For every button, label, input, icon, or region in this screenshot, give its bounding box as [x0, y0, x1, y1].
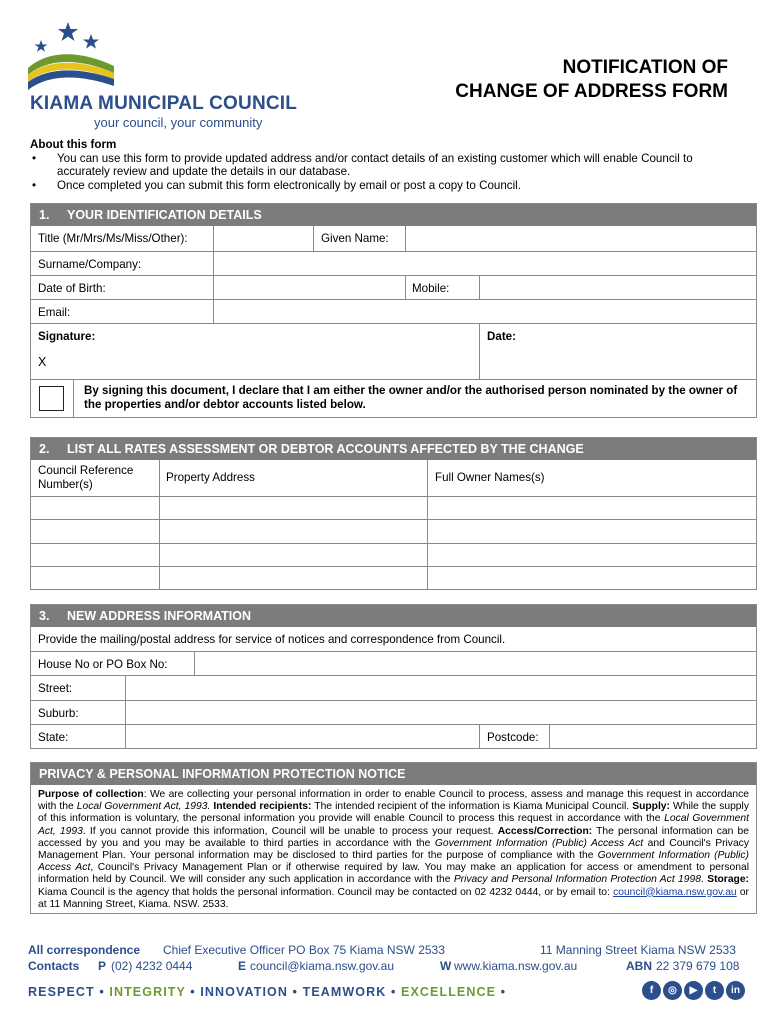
- footer-correspondence-row: [28, 943, 744, 959]
- col-owner-names-cell: [427, 460, 756, 496]
- street-field[interactable]: [125, 676, 756, 700]
- web-label: W: [440, 959, 452, 973]
- social-links: [642, 981, 746, 1001]
- section-header: [31, 438, 756, 460]
- reference-number-field[interactable]: [31, 520, 159, 543]
- council-logo: [24, 20, 298, 132]
- section-number: 3.: [39, 609, 50, 623]
- value-innovation: INNOVATION: [200, 985, 288, 999]
- youtube-icon[interactable]: ▶: [684, 981, 703, 1000]
- given-name-label-cell: [313, 226, 405, 251]
- about-list: [30, 152, 735, 193]
- twitter-icon[interactable]: t: [705, 981, 724, 1000]
- declaration-text: By signing this document, I declare that I am either the owner and/or the authorised person nominated by the owner of the properties and/or debtor accounts listed below.: [84, 384, 738, 411]
- abn-label: ABN: [626, 959, 652, 973]
- council-name: KIAMA MUNICIPAL COUNCIL: [30, 93, 298, 114]
- privacy-text: [31, 785, 756, 913]
- value-teamwork: TEAMWORK: [302, 985, 387, 999]
- signature-row: [31, 323, 756, 379]
- facebook-icon[interactable]: f: [642, 981, 661, 1000]
- section-accounts: [30, 437, 757, 590]
- section-title: YOUR IDENTIFICATION DETAILS: [67, 208, 262, 222]
- signature-mark: X: [38, 355, 47, 369]
- footer-contacts-row: [28, 959, 744, 975]
- property-address-field[interactable]: [159, 520, 427, 543]
- col-owner-names: Full Owner Names(s): [435, 471, 545, 484]
- privacy-text-part: . If you cannot provide this information, Council will be unable to process your request.: [82, 825, 498, 837]
- property-address-field[interactable]: [159, 544, 427, 566]
- value-respect: RESPECT: [28, 985, 95, 999]
- value-excellence: EXCELLENCE: [401, 985, 497, 999]
- section-header: [31, 605, 756, 627]
- mobile-label: Mobile:: [412, 282, 450, 295]
- title-label: Title (Mr/Mrs/Ms/Miss/Other):: [38, 232, 188, 245]
- page-footer: [28, 943, 744, 975]
- about-form: [30, 138, 735, 192]
- postcode-label: Postcode:: [487, 731, 539, 744]
- privacy-title: PRIVACY & PERSONAL INFORMATION PROTECTION NOTICE: [39, 767, 406, 781]
- table-row: [31, 496, 756, 519]
- state-label: State:: [38, 731, 69, 744]
- about-bullet: • Once completed you can submit this form electronically by email or post a copy to Council.: [30, 179, 735, 193]
- table-row: [31, 543, 756, 566]
- owner-names-field[interactable]: [427, 567, 756, 589]
- privacy-text-part: The intended recipient of the information is Kiama Municipal Council.: [311, 801, 633, 813]
- email-label-footer: E: [238, 959, 247, 973]
- house-number-label: House No or PO Box No:: [38, 658, 168, 671]
- given-name-label: Given Name:: [321, 232, 389, 245]
- email-label: Email:: [38, 306, 71, 319]
- surname-row: [31, 251, 756, 275]
- declaration-row: [31, 379, 756, 417]
- privacy-act-ref: Local Government Act, 1993: [38, 813, 749, 837]
- privacy-access-label: Access/Correction:: [497, 825, 593, 837]
- property-address-field[interactable]: [159, 567, 427, 589]
- date-cell[interactable]: [479, 324, 756, 379]
- privacy-header: [31, 763, 756, 785]
- footer-website[interactable]: www.kiama.nsw.gov.au: [454, 959, 578, 973]
- about-heading: About this form: [30, 138, 117, 151]
- reference-number-field[interactable]: [31, 544, 159, 566]
- title-field[interactable]: [213, 226, 313, 251]
- value-integrity: INTEGRITY: [109, 985, 186, 999]
- abn-number: 22 379 679 108: [656, 959, 740, 973]
- col-property-address-cell: [159, 460, 427, 496]
- street-address: 11 Manning Street Kiama NSW 2533: [540, 943, 736, 957]
- property-address-field[interactable]: [159, 497, 427, 519]
- owner-names-field[interactable]: [427, 497, 756, 519]
- privacy-text-part: or at 11 Manning Street, Kiama. NSW. 2533.: [38, 886, 749, 910]
- privacy-text-part: The personal information can be accessed by you and you may be available to third parties in accordance with the: [38, 825, 749, 849]
- section-identification: [30, 203, 757, 418]
- privacy-act-ref: Privacy and Personal Information Protection Act 1998: [453, 874, 701, 886]
- given-name-field[interactable]: [405, 226, 756, 251]
- surname-label: Surname/Company:: [38, 258, 142, 271]
- section-title: LIST ALL RATES ASSESSMENT OR DEBTOR ACCOUNTS AFFECTED BY THE CHANGE: [67, 442, 584, 456]
- about-bullet: • You can use this form to provide updated address and/or contact details of an existing customer which will enable Council to accurately review and update the details in our database.: [30, 152, 735, 179]
- dob-field[interactable]: [213, 276, 405, 299]
- correspondence-label: All correspondence: [28, 943, 141, 957]
- state-postcode-row: [31, 724, 756, 748]
- privacy-supply-label: Supply:: [632, 801, 670, 813]
- correspondence-address: Chief Executive Officer PO Box 75 Kiama NSW 2533: [163, 943, 445, 957]
- privacy-act-ref: Local Government Act, 1993.: [76, 801, 211, 813]
- council-email-link[interactable]: council@kiama.nsw.gov.au: [613, 886, 737, 898]
- accounts-table-header: [31, 460, 756, 496]
- house-number-field[interactable]: [194, 652, 756, 675]
- suburb-label: Suburb:: [38, 707, 79, 720]
- council-tagline: your council, your community: [94, 115, 263, 130]
- house-number-row: [31, 651, 756, 675]
- privacy-text-part: .: [700, 874, 708, 886]
- form-title: [455, 56, 728, 104]
- declaration-checkbox[interactable]: [39, 386, 64, 411]
- table-row: [31, 566, 756, 589]
- section-new-address: [30, 604, 757, 749]
- signature-label: Signature:: [38, 330, 96, 343]
- address-intro: Provide the mailing/postal address for service of notices and correspondence from Council.: [38, 633, 506, 646]
- form-title-line2: CHANGE OF ADDRESS FORM: [455, 81, 728, 102]
- logo-emblem-icon: [24, 20, 124, 92]
- table-row: [31, 519, 756, 543]
- privacy-text-part: and Council's Privacy Management Plan. Your personal information may be disclosed to third parties for the purpose of compliance with the: [38, 837, 749, 862]
- privacy-text-part: : We are collecting your personal information in order to enable Council to process, assess and manage this request in accordance with the: [38, 789, 749, 813]
- privacy-storage-label: Storage:: [707, 874, 749, 886]
- surname-field[interactable]: [213, 252, 756, 275]
- email-field[interactable]: [213, 300, 756, 323]
- col-property-address: Property Address: [166, 471, 255, 484]
- street-row: [31, 675, 756, 700]
- title-given-name-row: [31, 226, 756, 251]
- suburb-field[interactable]: [125, 701, 756, 724]
- contacts-label: Contacts: [28, 959, 80, 973]
- privacy-text-part: Kiama Council is the agency that holds the personal information. Council may be contacted on 02 4232 0444, or by email to:: [38, 886, 614, 898]
- form-title-line1: NOTIFICATION OF: [562, 57, 728, 78]
- privacy-act-ref: Government Information (Public) Access Act: [434, 837, 644, 849]
- dob-mobile-row: [31, 275, 756, 299]
- section-number: 2.: [39, 442, 50, 456]
- phone-number: (02) 4232 0444: [111, 959, 193, 973]
- section-header: [31, 204, 756, 226]
- section-number: 1.: [39, 208, 50, 222]
- reference-number-field[interactable]: [31, 497, 159, 519]
- declaration-cell: [73, 380, 756, 417]
- council-values: RESPECT • INTEGRITY • INNOVATION • TEAMWORK • EXCELLENCE •: [28, 985, 507, 999]
- privacy-text-part: , Council's Privacy Management Plan or if otherwise required by law. You may make an application for access or amendment to personal information held by Council. We will consider any such application in accordance with the: [38, 862, 749, 886]
- phone-label: P: [98, 959, 107, 973]
- address-intro-row: [31, 627, 756, 651]
- reference-number-field[interactable]: [31, 567, 159, 589]
- privacy-purpose-label: Purpose of collection: [38, 789, 144, 800]
- linkedin-icon[interactable]: in: [726, 981, 745, 1000]
- postcode-label-cell: [479, 725, 549, 748]
- col-reference-number: Council Reference Number(s): [38, 464, 134, 491]
- postcode-field[interactable]: [549, 725, 756, 748]
- dob-label: Date of Birth:: [38, 282, 106, 295]
- owner-names-field[interactable]: [427, 544, 756, 566]
- state-field[interactable]: [125, 725, 479, 748]
- owner-names-field[interactable]: [427, 520, 756, 543]
- suburb-row: [31, 700, 756, 724]
- page-header: [0, 0, 770, 140]
- instagram-icon[interactable]: ◎: [663, 981, 682, 1000]
- privacy-notice: [30, 762, 757, 914]
- privacy-recipients-label: Intended recipients:: [210, 801, 312, 813]
- date-label: Date:: [487, 330, 516, 343]
- mobile-field[interactable]: [479, 276, 756, 299]
- mobile-label-cell: [405, 276, 479, 299]
- footer-email[interactable]: council@kiama.nsw.gov.au: [250, 959, 395, 973]
- privacy-text-part: While the supply of this information is voluntary, the personal information you provide will enable Council to process this request in accordance with the: [38, 801, 749, 825]
- privacy-act-ref: Government Information (Public) Access Act: [38, 850, 749, 874]
- email-row: [31, 299, 756, 323]
- section-title: NEW ADDRESS INFORMATION: [67, 609, 252, 623]
- street-label: Street:: [38, 682, 73, 695]
